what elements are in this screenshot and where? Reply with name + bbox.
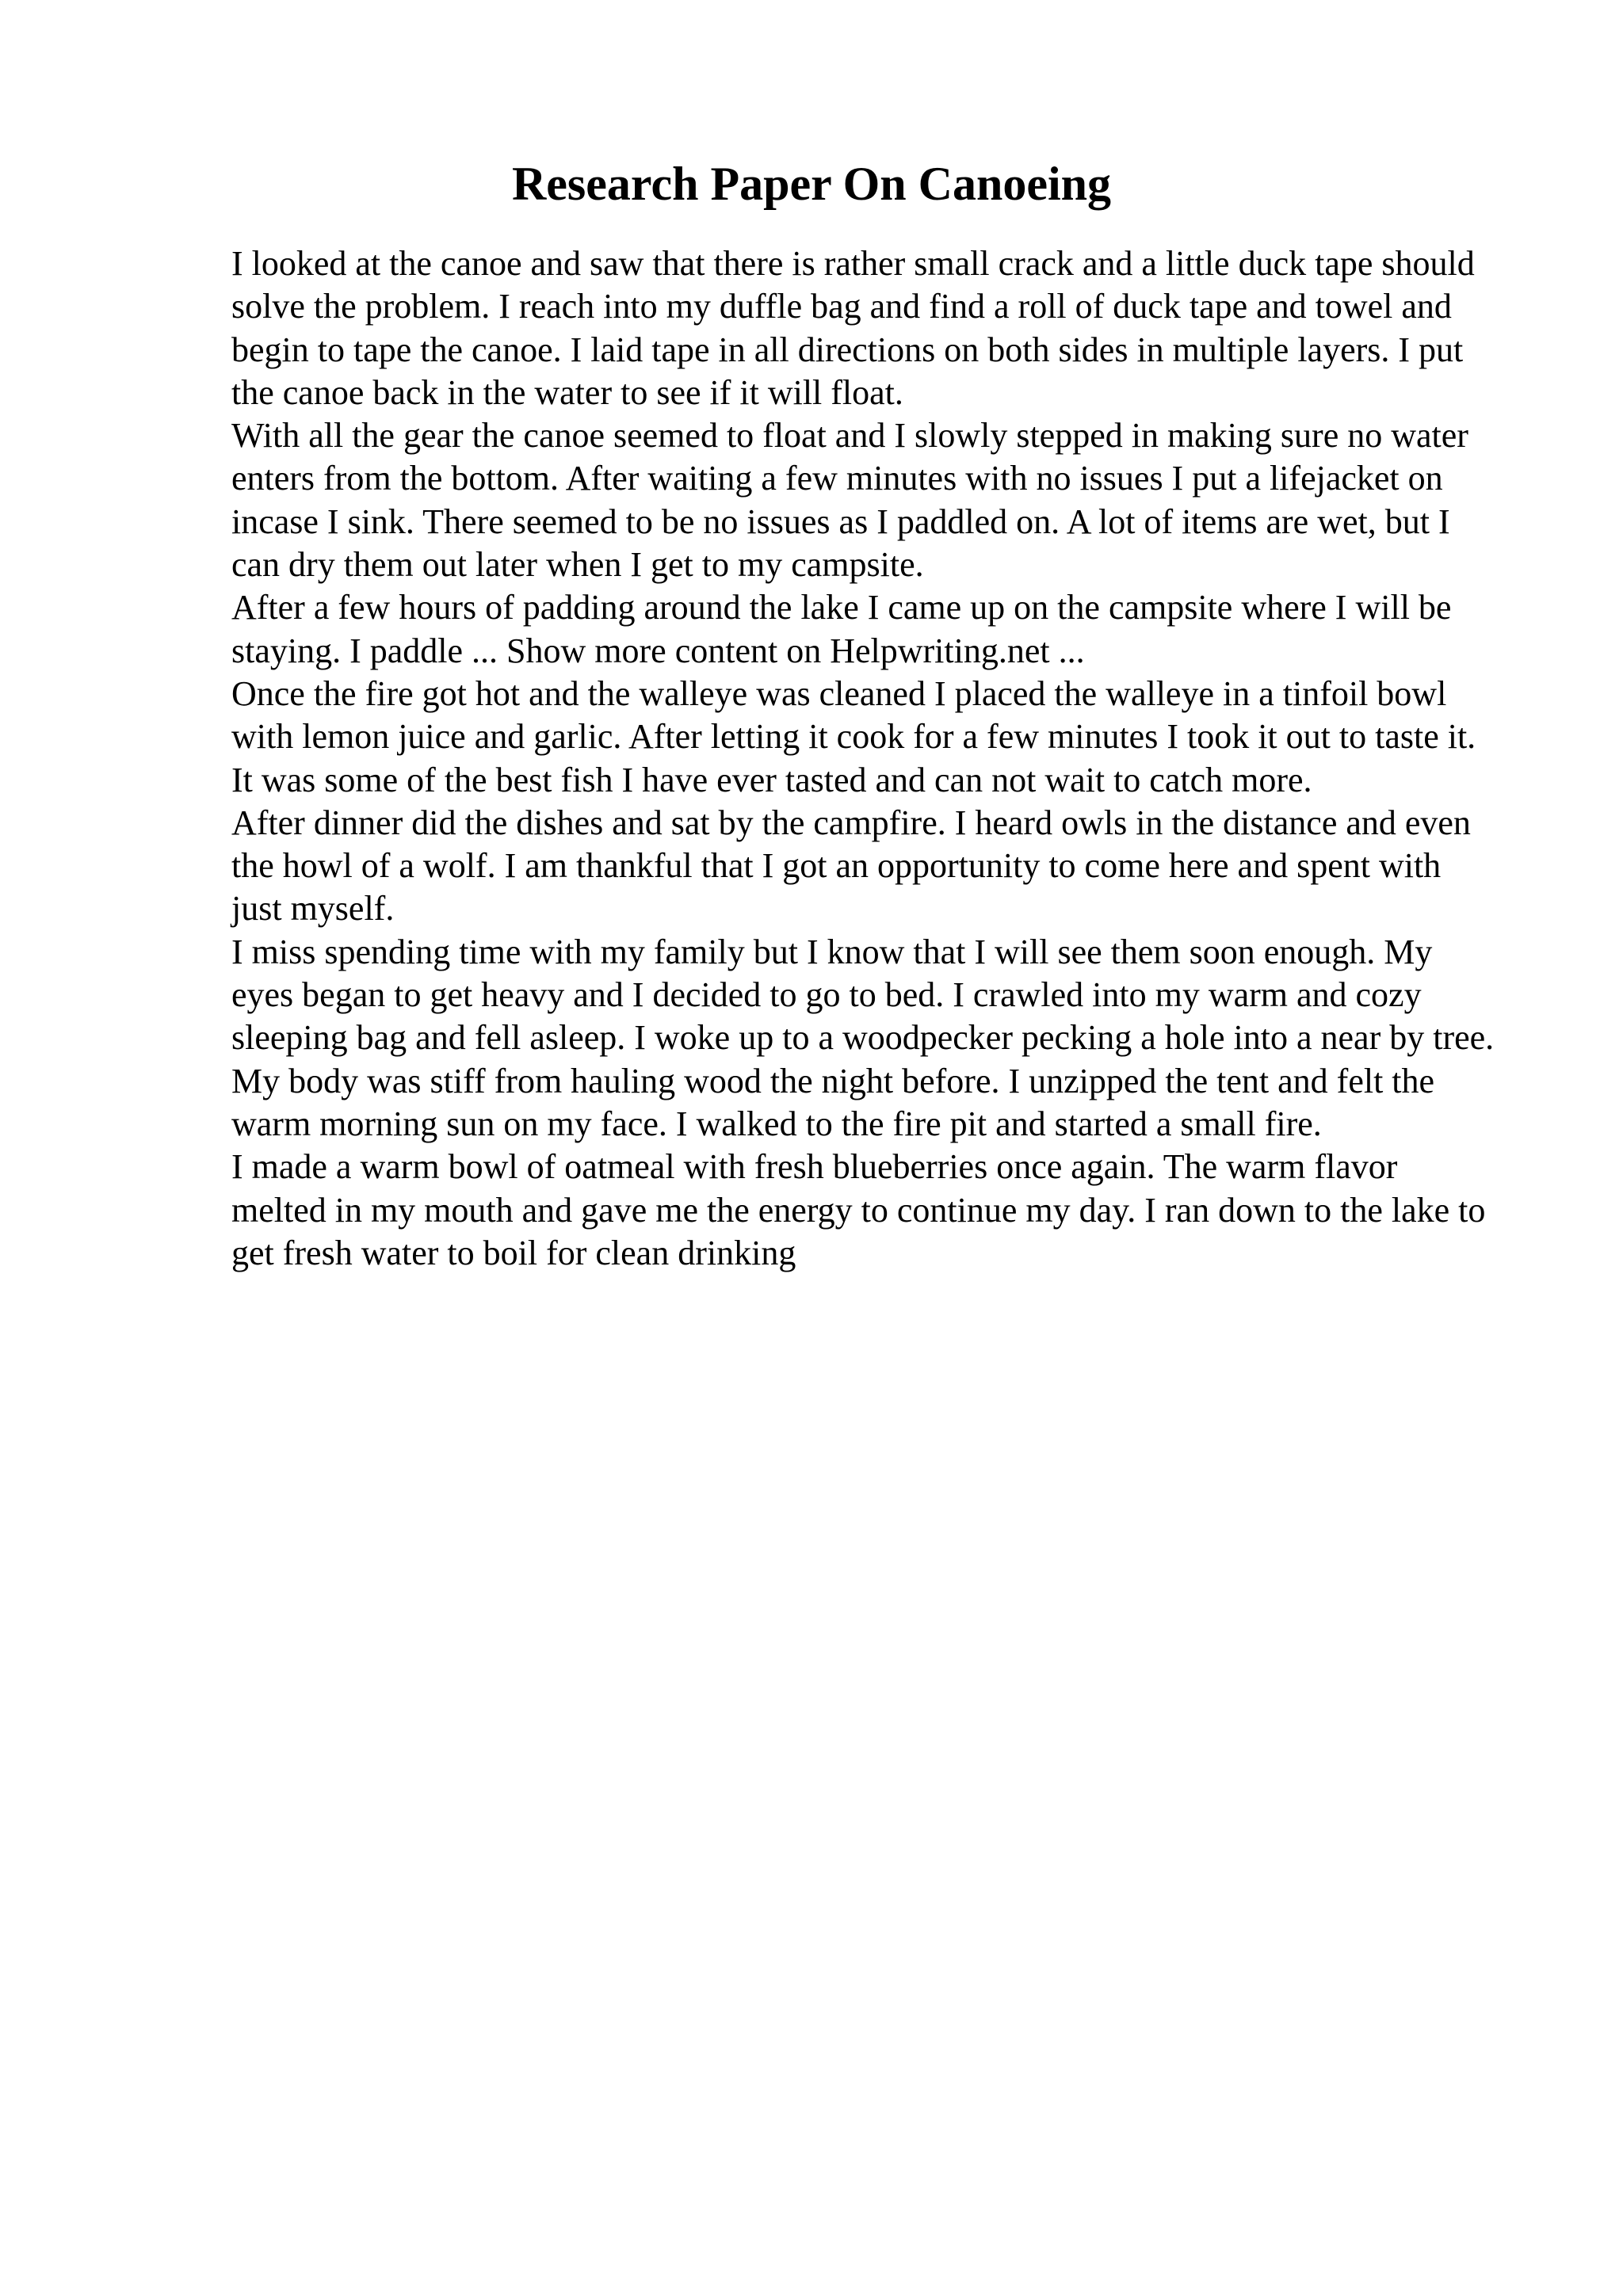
paragraph-2: With all the gear the canoe seemed to float and I slowly stepped in making sure no water enters from the bottom. After waiting a few minutes with no issues I put a lifejacket on incase I sink. There seemed to be no issues as I paddled on. A lot of items are wet, but I can dry them out later when I get to my campsite. — [231, 416, 1468, 585]
paragraph-1: I looked at the canoe and saw that there is rather small crack and a little duck tape should solve the problem. I reach into my duffle bag and find a roll of duck tape and towel and begin to tape the canoe. I laid tape in all directions on both sides in multiple layers. I put the canoe back in the water to see if it will float. — [231, 244, 1475, 412]
document-title: Research Paper On Canoeing — [511, 158, 1112, 210]
paragraph-4: Once the fire got hot and the walleye was cleaned I placed the walleye in a tinfoil bowl with lemon juice and garlic. After letting it cook for a few minutes I took it out to taste it. It was some of the best fish I have ever tasted and can not wait to catch more. — [231, 673, 1476, 799]
paragraph-3: After a few hours of padding around the lake I came up on the campsite where I will be staying. I paddle ... Show more content on Helpwriting.net ... — [231, 588, 1452, 670]
paragraph-7: I made a warm bowl of oatmeal with fresh blueberries once again. The warm flavor melted in my mouth and gave me the energy to continue my day. I ran down to the lake to get fresh water to boil for clean drinking — [231, 1147, 1486, 1272]
paragraph-6: I miss spending time with my family but I know that I will see them soon enough. My eyes began to get heavy and I decided to go to bed. I crawled into my warm and cozy sleeping bag and fell asleep. I woke up to a woodpecker pecking a hole into a near by tree. My body was stiff from hauling wood the night before. I unzipped the tent and felt the warm morning sun on my face. I walked to the fire pit and started a small fire. — [231, 932, 1495, 1143]
paragraph-5: After dinner did the dishes and sat by the campfire. I heard owls in the distance and even the howl of a wolf. I am thankful that I got an opportunity to come here and spent with just myself. — [231, 803, 1471, 929]
document-body — [231, 242, 1499, 1275]
